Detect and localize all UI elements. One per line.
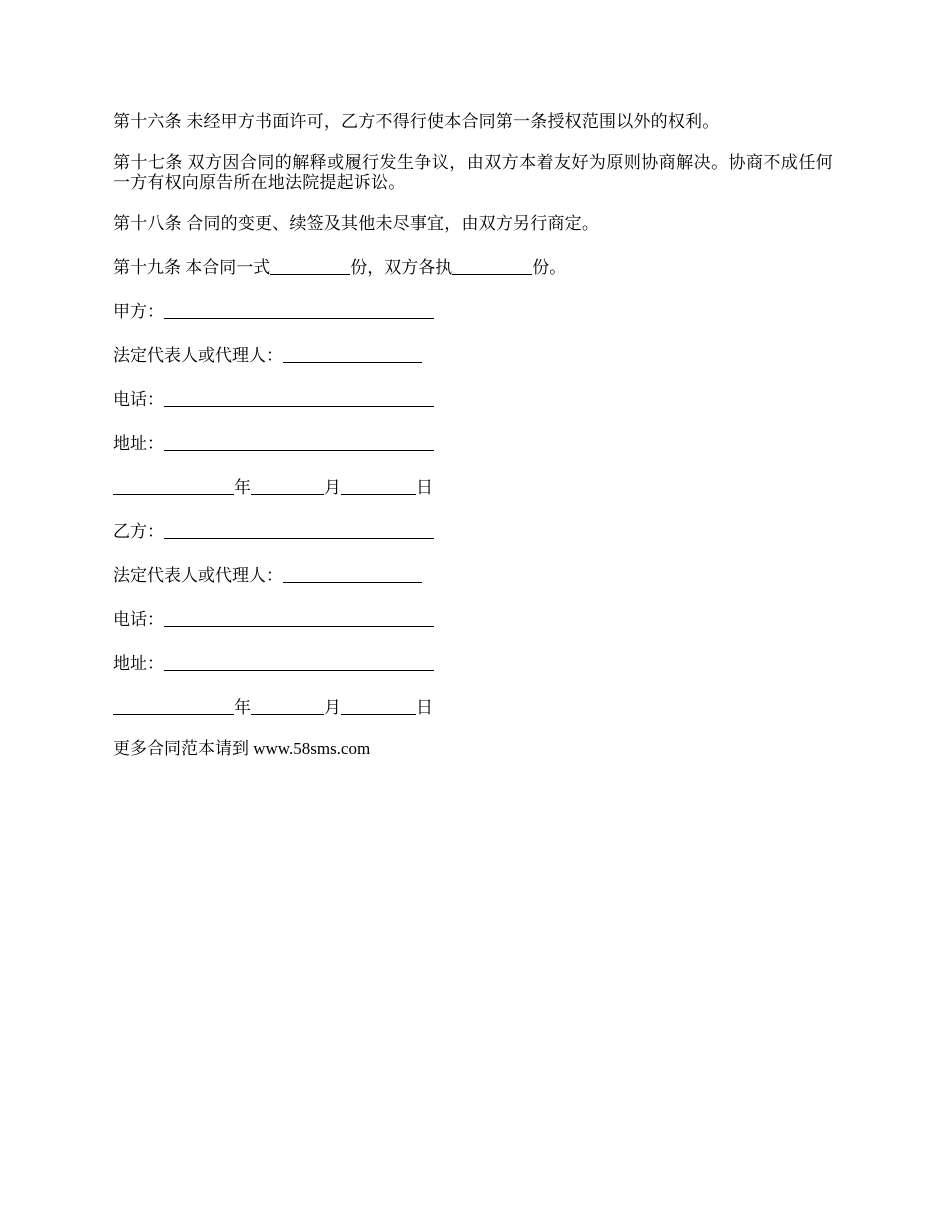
party-b-year-blank [113,697,234,715]
party-a-name-blank [164,301,434,319]
footer-note: 更多合同范本请到 www.58sms.com [113,739,371,758]
party-b-phone-line [113,607,833,630]
party-b-label: 乙方： [113,522,164,541]
party-b-date-line [113,695,833,718]
party-a-address-line [113,431,833,454]
party-b-name-line [113,519,833,542]
copies-total-blank [270,257,350,275]
party-a-address-blank [164,433,434,451]
party-a-label: 甲方： [113,302,164,321]
party-a-phone-label: 电话： [113,390,164,409]
year-label: 年 [234,478,251,497]
party-a-rep-line [113,343,833,366]
party-b-rep-line [113,563,833,586]
party-b-phone-blank [164,609,434,627]
party-b-phone-label: 电话： [113,610,164,629]
article-19-mid: 份，双方各执 [350,258,453,277]
party-a-year-blank [113,477,234,495]
day-label: 日 [416,698,433,717]
month-label: 月 [324,478,341,497]
party-a-rep-blank [283,345,422,363]
party-a-address-label: 地址： [113,434,164,453]
article-19 [113,255,833,278]
article-19-suffix: 份。 [532,258,567,277]
party-a-phone-line [113,387,833,410]
party-a-phone-blank [164,389,434,407]
party-b-month-blank [251,697,324,715]
year-label: 年 [234,698,251,717]
party-b-address-line [113,651,833,674]
party-b-name-blank [164,521,434,539]
party-b-address-blank [164,653,434,671]
party-a-date-line [113,475,833,498]
article-18: 第十八条 合同的变更、续签及其他未尽事宜，由双方另行商定。 [113,214,600,233]
party-a-rep-label: 法定代表人或代理人： [113,346,283,365]
article-19-prefix: 第十九条 本合同一式 [113,258,271,277]
party-b-address-label: 地址： [113,654,164,673]
party-a-day-blank [341,477,416,495]
article-17: 第十七条 双方因合同的解释或履行发生争议，由双方本着友好为原则协商解决。协商不成任何一方有权向原告所在地法院提起诉讼。 [113,153,833,192]
party-b-rep-blank [283,565,422,583]
party-a-name-line [113,299,833,322]
contract-body [113,112,833,780]
party-b-day-blank [341,697,416,715]
copies-each-blank [452,257,532,275]
party-b-rep-label: 法定代表人或代理人： [113,566,283,585]
day-label: 日 [416,478,433,497]
party-a-month-blank [251,477,324,495]
month-label: 月 [324,698,341,717]
article-16: 第十六条 未经甲方书面许可，乙方不得行使本合同第一条授权范围以外的权利。 [113,112,720,131]
